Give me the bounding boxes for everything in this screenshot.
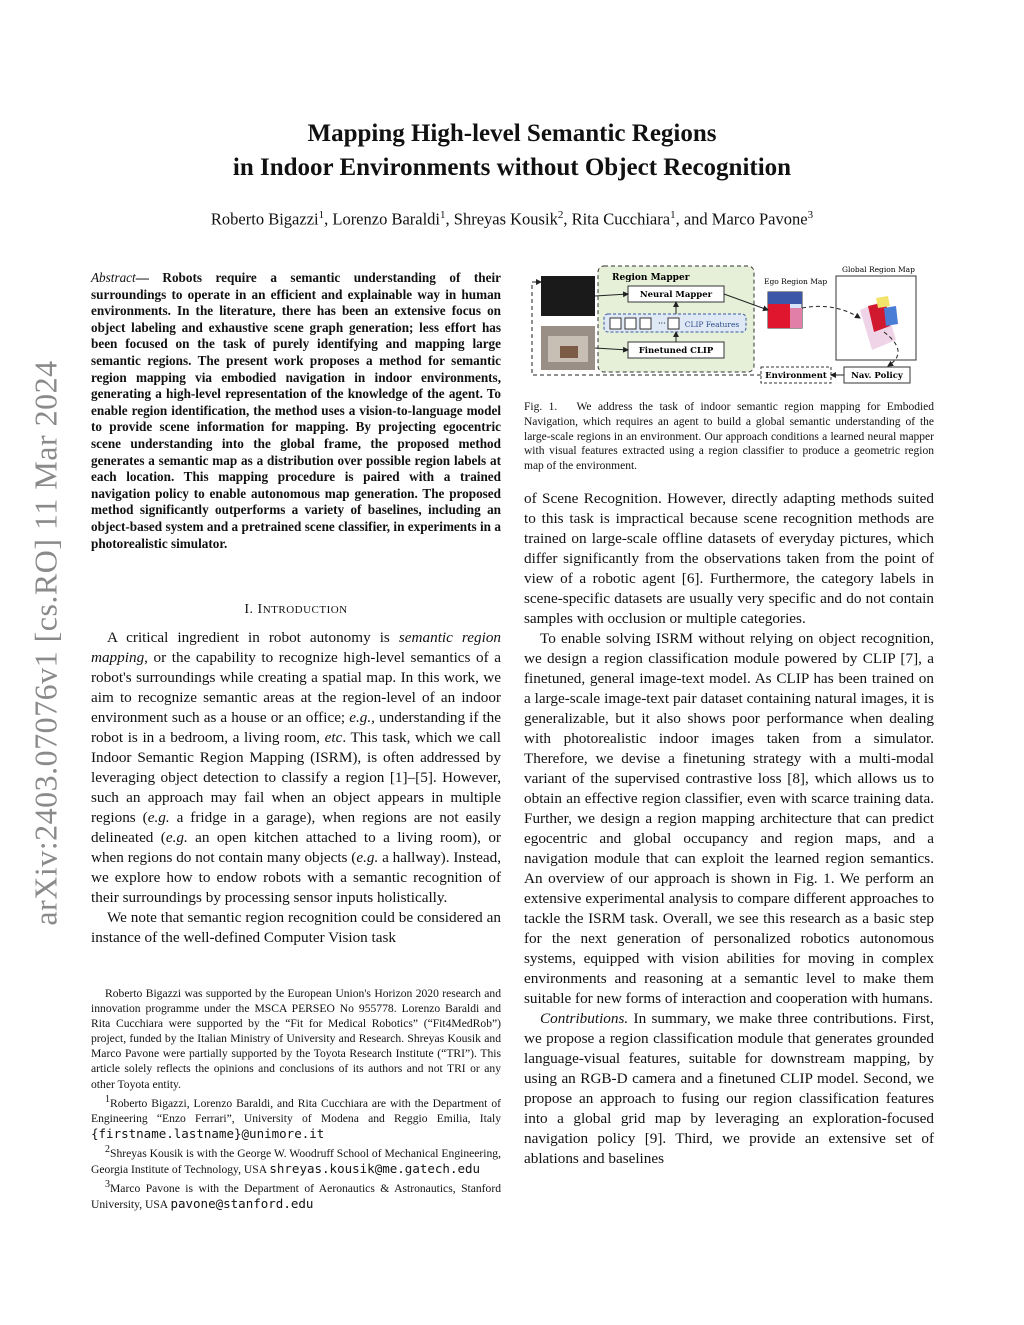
paper-title — [150, 117, 874, 185]
footnote-affiliation-2: $^2$Shreyas Kousik is with the George W. Woodruff School of Mechanical Engineering, Georgia Institute of Technology, USA shreyas.kousik@me.gatech.edu — [91, 1143, 501, 1176]
nav-policy-label: Nav. Policy — [851, 371, 903, 381]
author-name: Rita Cucchiara — [571, 209, 671, 229]
global-region-map-label: Global Region Map — [842, 265, 915, 274]
region-mapper-label: Region Mapper — [612, 273, 690, 283]
architecture-diagram — [524, 262, 936, 392]
finetuned-clip-label: Finetuned CLIP — [638, 346, 714, 356]
intro-right-column — [524, 489, 934, 1169]
section-title-rest: NTRODUCTION — [262, 604, 348, 616]
footnotes — [91, 986, 501, 1212]
author-affiliation: 1 — [318, 209, 325, 221]
intro-paragraph-1: A critical ingredient in robot autonomy is semantic region mapping, or the capability to recognize high-level semantics of a robot's surroundings while creating a spatial map. In this work, we aim to recognize semantic areas at the region-level of an indoor environment such as a house or an office; e.g., understanding if the robot is in a bedroom, a living room, etc. This task, which we call Indoor Semantic Region Mapping (ISRM), is often addressed by leveraging object detection to classify a region [1]–[5]. However, such an approach may fail when an object appears in multiple regions (e.g. a fridge in a garage), when regions are not easily delineated (e.g. an open kitchen attached to a living room), or when regions do not contain many objects (e.g. a hallway). Instead, we explore how to endow robots with a semantic recognition of their surroundings by processing sensor inputs holistically. — [91, 629, 502, 906]
author-affiliation: 1 — [440, 209, 446, 221]
author-name: Shreyas Kousik — [453, 209, 558, 229]
clip-features-label: CLIP Features — [684, 320, 740, 329]
environment-label: Environment — [765, 371, 827, 381]
section-heading — [91, 602, 501, 618]
right-paragraph-3 — [524, 1009, 934, 1169]
arxiv-id: arXiv:2403.07076v1 [cs.RO] 11 Mar 2024 — [27, 360, 64, 926]
figure-1 — [524, 262, 936, 392]
ellipsis-glyph: ··· — [658, 319, 666, 328]
neural-mapper-label: Neural Mapper — [639, 290, 713, 300]
author-name: Lorenzo Baraldi — [332, 209, 441, 229]
author-affiliation: 3 — [807, 209, 814, 221]
caption-label: Fig. 1. — [524, 401, 558, 413]
depth-image — [541, 276, 595, 316]
intro-left-column — [91, 628, 501, 948]
author-name: and Marco Pavone — [683, 209, 808, 229]
arxiv-sidebar — [22, 343, 70, 943]
contributions-label: Contributions. — [540, 1010, 629, 1027]
section-numeral: I. — [244, 602, 254, 617]
footnote-affiliation-1: $^1$Roberto Bigazzi, Lorenzo Baraldi, and Rita Cucchiara are with the Department of Engineering “Enzo Ferrari”, University of Modena and Reggio Emilia, Italy {firstname.lastname}@unimore.it — [91, 1093, 501, 1141]
title-line-1: Mapping High-level Semantic Regions — [307, 120, 717, 147]
abstract-label: Abstract — [91, 270, 136, 285]
right-paragraph-2: To enable solving ISRM without relying on object recognition, we design a region classification module powered by CLIP [7], a finetuned, general image-text model. As CLIP has been trained on a large-scale image-text pair dataset containing natural images, it is generalizable, but it also shows poor performance when dealing with photorealistic indoor images taken from a simulator. Therefore, we devise a finetuning strategy with a multi-modal variant of the supervised contrastive loss [8], which allows us to obtain an effective region classifier, even with scarce training data. Further, we design a region mapping architecture that can predict egocentric and global occupancy and region maps, and a navigation module that can exploit the learned region semantics. An overview of our approach is shown in Fig. 1. We perform an extensive experimental analysis to compare different approaches to tackle the ISRM task. Overall, we see this research as a basic step for the next generation of personalized robotics autonomous systems, equipped with vision abilities for moving in complex environments and reasoning at a semantic level to make them suitable for new forms of interaction and cooperation with humans. — [524, 630, 934, 1007]
title-line-2: in Indoor Environments without Object Recognition — [232, 154, 792, 181]
abstract: Abstract— Robots require a semantic understanding of their surroundings to operate in an efficient and explainable way in human environments. In the literature, there has been an extensive focus on object labeling and exhaustive scene graph generation; less effort has been focused on the task of purely identifying and mapping large semantic regions. The present work proposes a method for semantic region mapping via embodied navigation in indoor environments, generating a high-level representation of the knowledge of the agent. To enable region identification, the method uses a vision-to-language model to provide scene information for mapping. By projecting egocentric scene understanding into the global frame, the proposed method generates a semantic map as a distribution over possible region labels at each location. This mapping procedure is paired with a trained navigation policy to enable autonomous map generation. The proposed method significantly outperforms a variety of baselines, including an object-based system and a pretrained scene classifier, in experiments in a photorealistic simulator. — [91, 270, 501, 551]
footnote-funding: Roberto Bigazzi was supported by the European Union's Horizon 2020 research and innovation programme under the MSCA PERSEO No 955778. Lorenzo Baraldi and Rita Cucchiara were supported by the “Fit for Medical Robotics” (“Fit4MedRob”) project, funded by the Italian Ministry of University and Research. Shreyas Kousik and Marco Pavone were partially supported by the Toyota Research Institute (“TRI”). This article solely reflects the opinions and conclusions of its authors and not TRI or any other Toyota entity. — [91, 987, 501, 1091]
footnote-affiliation-3: $^3$Marco Pavone is with the Department of Aeronautics & Astronautics, Stanford University, USA pavone@stanford.edu — [91, 1178, 501, 1211]
author-name: Roberto Bigazzi — [210, 209, 319, 229]
intro-paragraph-2: We note that semantic region recognition could be considered an instance of the well-defined Computer Vision task — [91, 909, 501, 946]
ego-region-map-label: Ego Region Map — [764, 277, 828, 286]
contributions-text: In summary, we make three contributions. First, we propose a region classification module that generates grounded language-visual features, suitable for downstream mapping, by using an RGB-D camera and a finetuned CLIP model. Second, we propose an approach to fusing our region classification features into a global grid map by leveraging an exploration-focused navigation policy [9]. Third, we provide an extensive set of ablations and baselines — [524, 1010, 934, 1167]
author-list: Roberto Bigazzi$^1$, Lorenzo Baraldi$^1$, Shreyas Kousik$^2$, Rita Cucchiara$^1$, and Marco Pavone$^3$ — [210, 209, 814, 229]
right-paragraph-1: of Scene Recognition. However, directly adapting methods suited to this task is impractical because scene recognition methods are trained on large-scale offline datasets of everyday pictures, which differ significantly from the observations taken from the point of view of a robotic agent [6]. Furthermore, the category labels in scene-specific datasets are usually very specific and do not contain samples with occlusion or multiple categories. — [524, 490, 934, 627]
author-affiliation: 2 — [557, 209, 564, 221]
abstract-text: Robots require a semantic understanding of their surroundings to operate in an efficient and explainable way in human environments. In the literature, there has been an extensive focus on object labeling and exhaustive scene graph generation; less effort has been focused on the task of purely identifying and mapping large semantic regions. The present work proposes a method for semantic region mapping via embodied navigation in indoor environments, generating a high-level representation of the knowledge of the agent. To enable region identification, the method uses a vision-to-language model to provide scene information for mapping. By projecting egocentric scene understanding into the global frame, the proposed method generates a semantic map as a distribution over possible region labels at each location. This mapping procedure is paired with a trained navigation policy to enable autonomous map generation. The proposed method significantly outperforms a variety of baselines, including an object-based system and a pretrained scene classifier, in experiments in a photorealistic simulator. — [91, 270, 501, 551]
caption-text: We address the task of indoor semantic region mapping for Embodied Navigation, which requires an agent to build a global semantic understanding of the large-scale regions in an environment. Our approach conditions a learned neural mapper with visual features extracted using a region classifier to produce a geometric region map of the environment. — [524, 401, 934, 473]
figure-caption — [524, 400, 934, 474]
author-affiliation: 1 — [670, 209, 676, 221]
section-title-first: I — [257, 602, 263, 617]
